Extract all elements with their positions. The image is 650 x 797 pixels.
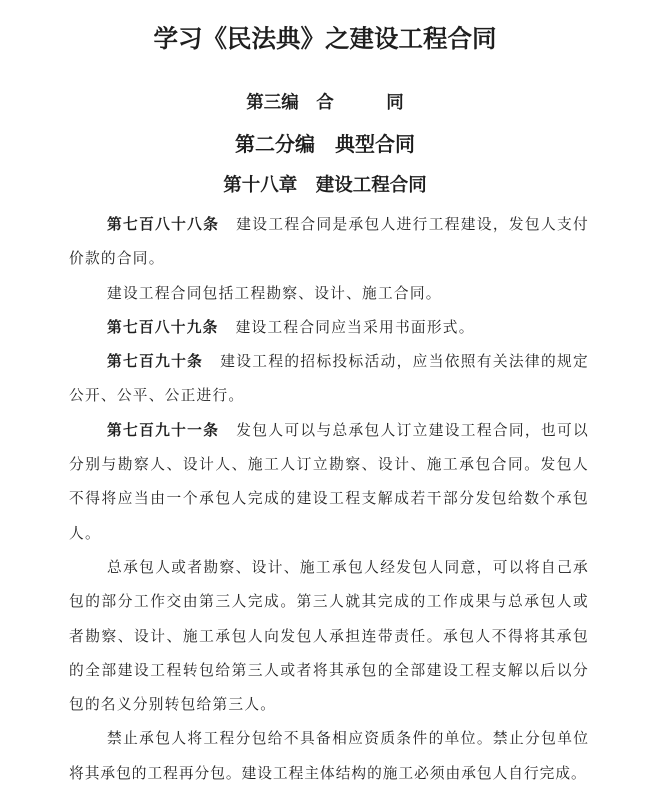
article-text: 建设工程的招标投标活动，应当依照有关法律的规定公开、公平、公正进行。 [69, 354, 589, 405]
article-text: 总承包人或者勘察、设计、施工承包人经发包人同意，可以将自己承包的部分工作交由第三人完成。第三人就其完成的工作成果与总承包人或者勘察、设计、施工承包人向发包人承担连带责任。承包人不得将其承包的全部建设工程转包给第三人或者将其承包的全部建设工程支解以后以分包的名义分别转包给第三人。 [69, 559, 589, 714]
heading-chapter-eighteen: 第十八章 建设工程合同 [223, 176, 427, 196]
law-paragraph [69, 722, 589, 791]
document-title: 学习《民法典》之建设工程合同 [153, 26, 497, 53]
law-paragraph [69, 277, 589, 311]
article-number: 第七百九十条 [107, 354, 204, 371]
heading-part-three: 第三编 合 同 [246, 92, 404, 112]
heading-subpart-two: 第二分编 典型合同 [235, 134, 415, 156]
law-paragraph [69, 551, 589, 722]
law-paragraph [69, 345, 589, 414]
law-paragraph [69, 208, 589, 277]
article-number: 第七百八十九条 [107, 319, 219, 336]
article-text: 发包人可以与总承包人订立建设工程合同，也可以分别与勘察人、设计人、施工人订立勘察、设计、施工承包合同。发包人不得将应当由一个承包人完成的建设工程支解成若干部分发包给数个承包人。 [69, 422, 589, 542]
article-number: 第七百九十一条 [107, 422, 220, 439]
article-text: 禁止承包人将工程分包给不具备相应资质条件的单位。禁止分包单位将其承包的工程再分包。建设工程主体结构的施工必须由承包人自行完成。 [69, 731, 589, 782]
article-text: 建设工程合同应当采用书面形式。 [235, 319, 475, 336]
document-body [69, 208, 589, 791]
law-paragraph [69, 311, 589, 345]
article-number: 第七百八十八条 [107, 217, 220, 233]
law-paragraph [69, 414, 589, 551]
article-text: 建设工程合同包括工程勘察、设计、施工合同。 [107, 285, 442, 302]
article-text: 建设工程合同是承包人进行工程建设，发包人支付价款的合同。 [69, 217, 589, 268]
